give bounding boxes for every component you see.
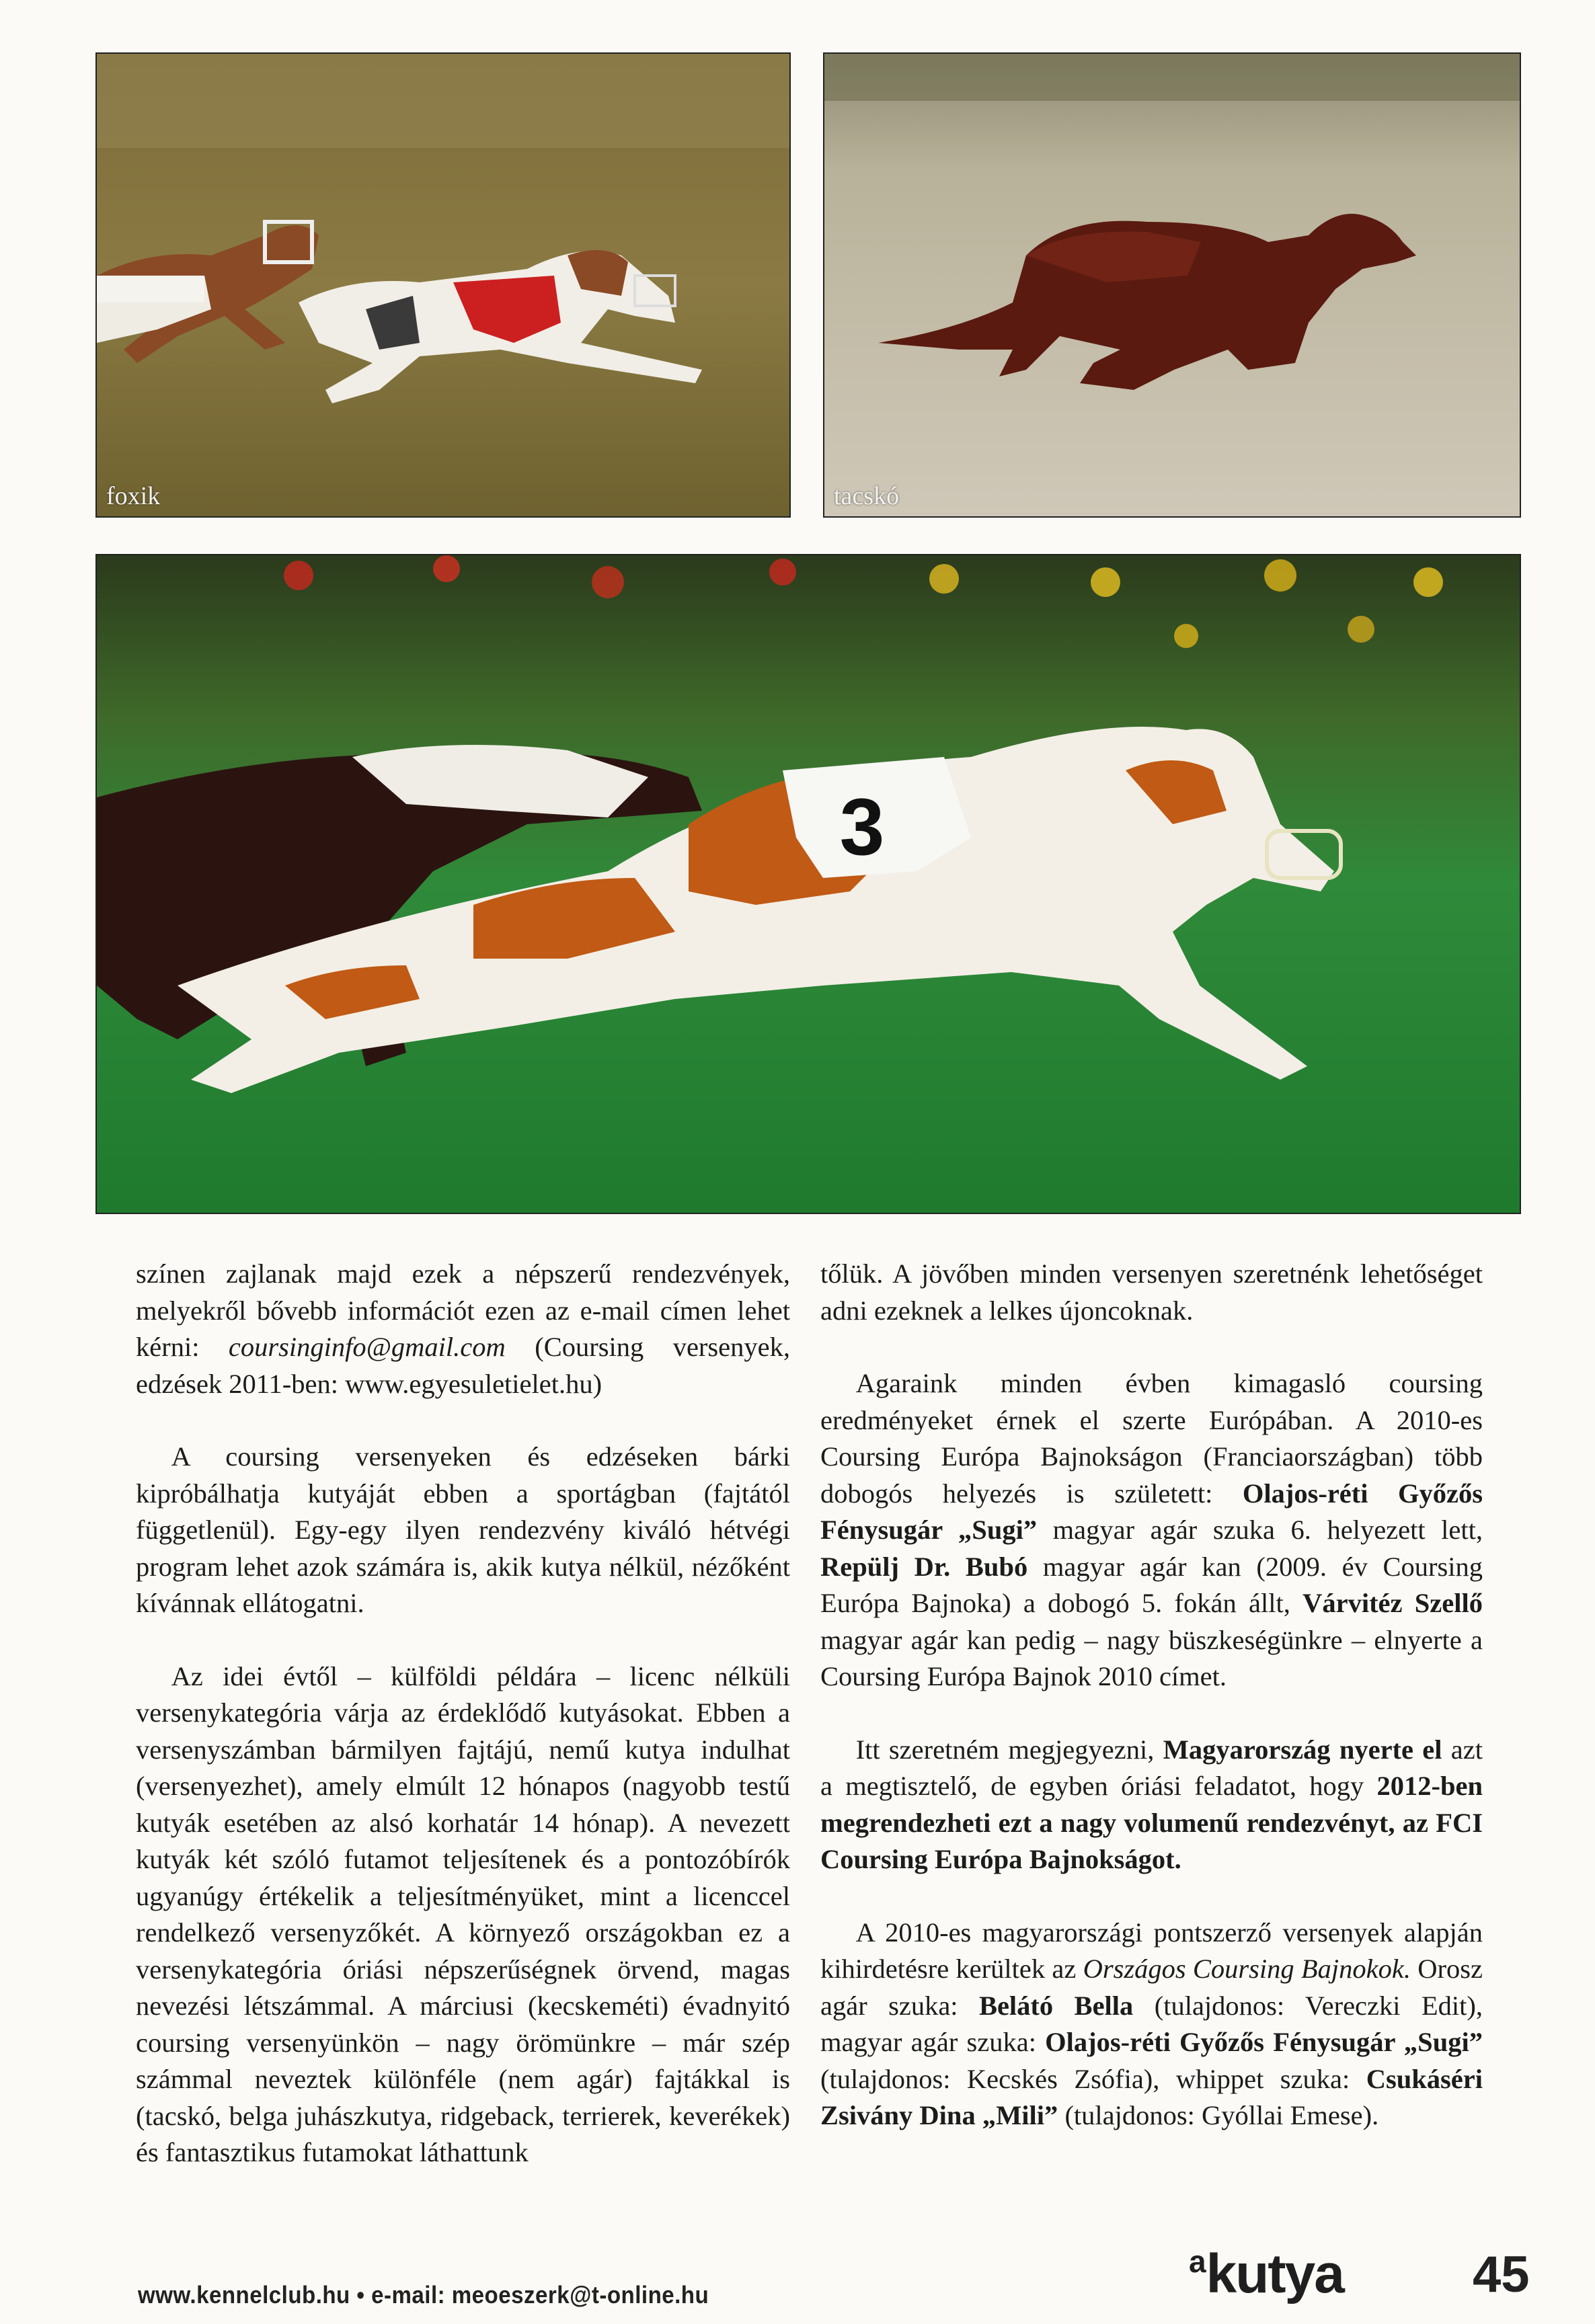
dog-name: Belátó Bella: [978, 1990, 1134, 2021]
bib-number: 3: [839, 782, 885, 872]
photo-caption-foxik: foxik: [106, 482, 161, 510]
text-run: magyar agár szuka 6. helyezett lett,: [1037, 1515, 1483, 1545]
text-run: (tulajdonos: Gyóllai Emese).: [1058, 2100, 1379, 2130]
dog-name: Várvitéz Szellő: [1302, 1588, 1483, 1618]
bold-run: Magyarország nyerte el: [1163, 1734, 1442, 1765]
right-paragraph-4: [820, 1915, 1483, 2134]
dog-name: Repülj Dr. Bubó: [820, 1551, 1028, 1582]
photo-borzoi: [95, 554, 1521, 1214]
logo-prefix: a: [1189, 2244, 1206, 2279]
text-run: Agaraink minden évben kimagasló coursing eredményeket érnek el szerte Európában. A 2010-es Coursing Európa Bajnokságon (Franciaországban) több dobogós helyezés is született:: [820, 1368, 1483, 1509]
text-run: Itt szeretném megjegyezni,: [855, 1734, 1163, 1765]
photo-tacsko-image: [824, 54, 1520, 516]
right-paragraph-1: tőlük. A jövőben minden versenyen szeretnénk lehetőséget adni ezeknek a lelkes újoncoknak.: [820, 1258, 1483, 1326]
text-run: magyar agár kan (2009. év Coursing Európa Bajnoka) a dobogó 5. fokán állt,: [820, 1551, 1483, 1618]
right-paragraph-3: [820, 1732, 1483, 1878]
bold-run: 2012-ben megrendezheti ezt a nagy volumenű rendezvényt, az FCI Coursing Európa Bajnokságot.: [820, 1771, 1483, 1874]
dog-name: Olajos-réti Győzős Fénysugár „Sugi”: [820, 1478, 1483, 1545]
logo-name: kutya: [1206, 2243, 1344, 2305]
text-run: A 2010-es magyarországi pontszerző versenyek alapján kihirdetésre kerültek az: [820, 1917, 1483, 1984]
left-paragraph-3: Az idei évtől – külföldi példára – licenc nélküli versenykategória várja az érdeklődő kutyásokat. Ebben a versenyszámban bármilyen fajtájú, nemű kutya indulhat (versenyezhet), amely elmúlt 12 hónapos (nagyobb testű kutyák esetében az alsó korhatár 14 hónap). A nevezett kutyák két szóló futamot teljesítenek és a pontozóbírók ugyanúgy értékelik a teljesítményüket, mint a licenccel rendelkező versenyzőkét. A környező országokban ez a versenykategória óriási népszerűségnek örvend, magas nevezési létszámmal. A márciusi (kecskeméti) évadnyitó coursing versenyünkön – nagy örömünkre – már szép számmal neveztek különféle (nem agár) fajtákkal is (tacskó, belga juhászkutya, ridgeback, terrierek, keverékek) és fantasztikus futamokat láthattunk: [136, 1660, 790, 2167]
text-run: (Coursing versenyek, edzések 2011-ben: www.egyesuletielet.hu): [136, 1332, 790, 1399]
photo-caption-tacsko: tacskó: [834, 482, 900, 510]
dog-name: Olajos-réti Győzős Fénysugár „Sugi”: [1045, 2027, 1483, 2057]
text-run: azt a megtisztelő, de egyben óriási feladatot, hogy: [820, 1734, 1483, 1801]
photo-borzoi-image: [97, 555, 1520, 1213]
magazine-logo: [1189, 2243, 1344, 2306]
right-paragraph-2: [820, 1365, 1483, 1695]
email-link[interactable]: coursinginfo@gmail.com: [228, 1332, 506, 1362]
left-column: [136, 1256, 790, 2208]
photo-tacsko: [823, 52, 1521, 518]
right-column: [820, 1256, 1483, 2171]
photo-foxik-image: [97, 54, 789, 516]
text-run: színen zajlanak majd ezek a népszerű rendezvények, melyekről bővebb információt ezen az e-mail címen lehet kérni:: [136, 1258, 790, 1362]
italic-run: Országos Coursing Bajnokok.: [1083, 1954, 1411, 1984]
dog-name: Csukáséri Zsivány Dina „Mili”: [820, 2063, 1483, 2130]
left-paragraph-2: A coursing versenyeken és edzéseken bárki kipróbálhatja kutyáját ebben a sportágban (fajtától függetlenül). Egy-egy ilyen rendezvény kiváló hétvégi program lehet azok számára is, akik kutya nélkül, nézőként kívánnak ellátogatni.: [136, 1441, 790, 1618]
page-number: 45: [1473, 2246, 1530, 2303]
text-run: Orosz agár szuka:: [820, 1954, 1483, 2021]
text-run: (tulajdonos: Kecskés Zsófia), whippet szuka:: [820, 2063, 1366, 2094]
text-run: magyar agár kan pedig – nagy büszkeségünkre – elnyerte a Coursing Európa Bajnok 2010 címet.: [820, 1624, 1483, 1691]
left-paragraph-1: [136, 1256, 790, 1402]
footer-contact[interactable]: www.kennelclub.hu • e-mail: meoeszerk@t-online.hu: [138, 2281, 709, 2309]
text-run: (tulajdonos: Vereczki Edit), magyar agár szuka:: [820, 1990, 1483, 2057]
photo-foxik: [95, 52, 791, 518]
